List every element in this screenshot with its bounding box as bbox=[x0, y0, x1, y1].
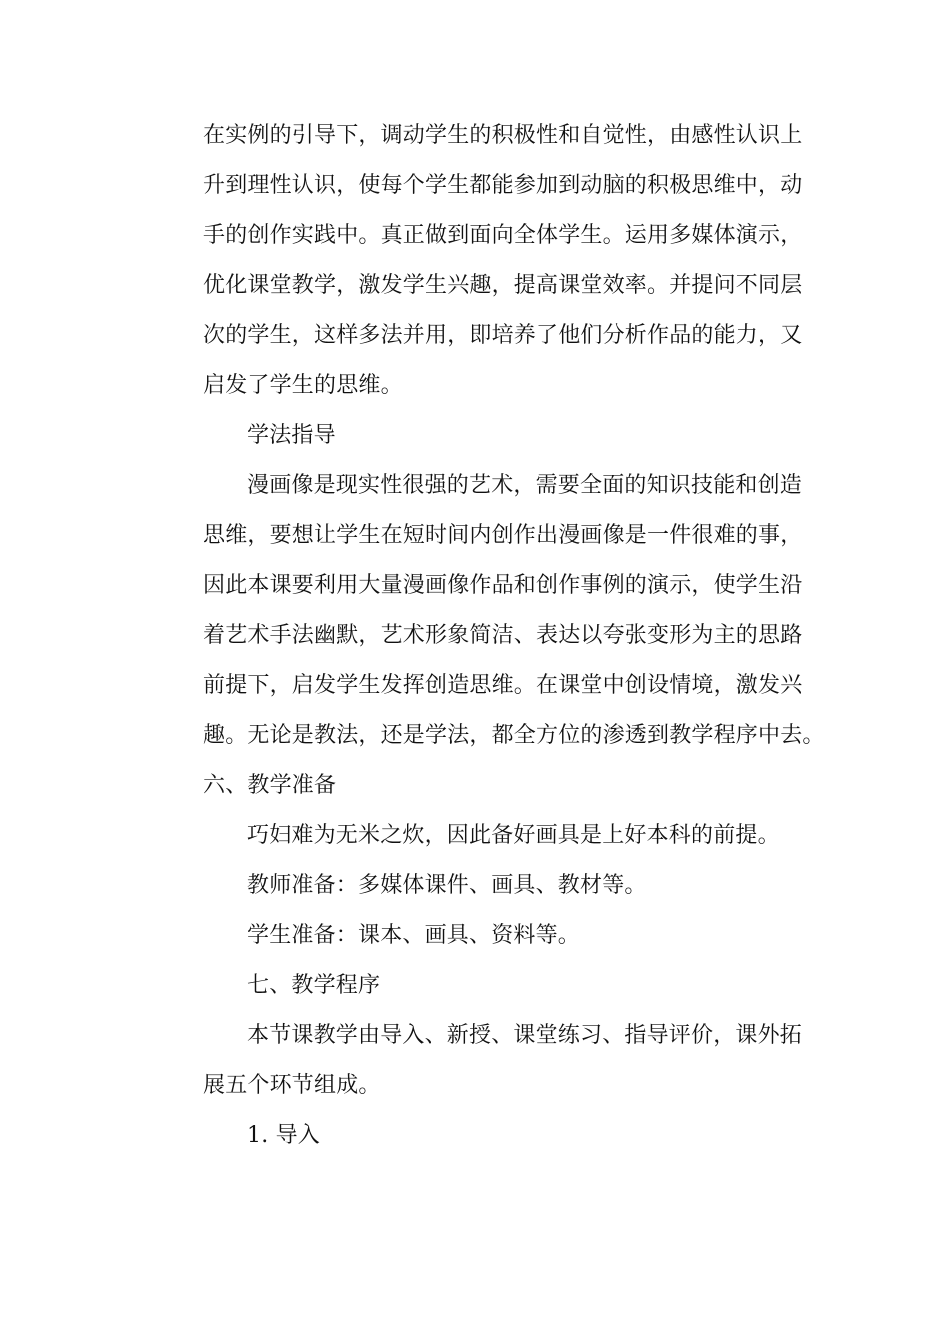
body-line: 启发了学生的思维。 bbox=[203, 373, 403, 398]
body-line: 展五个环节组成。 bbox=[203, 1073, 381, 1098]
body-line: 巧妇难为无米之炊，因此备好画具是上好本科的前提。 bbox=[247, 823, 780, 848]
body-line: 优化课堂教学，激发学生兴趣，提高课堂效率。并提问不同层 bbox=[203, 273, 803, 298]
section-heading: 七、教学程序 bbox=[247, 973, 381, 998]
section-heading: 六、教学准备 bbox=[203, 773, 337, 798]
body-line: 升到理性认识，使每个学生都能参加到动脑的积极思维中，动 bbox=[203, 173, 803, 198]
body-line: 前提下，启发学生发挥创造思维。在课堂中创设情境，激发兴 bbox=[203, 673, 803, 698]
body-line: 学生准备：课本、画具、资料等。 bbox=[247, 923, 581, 948]
body-line: 着艺术手法幽默，艺术形象简洁、表达以夸张变形为主的思路 bbox=[203, 623, 803, 648]
body-line: 因此本课要利用大量漫画像作品和创作事例的演示，使学生沿 bbox=[203, 573, 803, 598]
body-line: 教师准备：多媒体课件、画具、教材等。 bbox=[247, 873, 647, 898]
body-line: 次的学生，这样多法并用，即培养了他们分析作品的能力，又 bbox=[203, 323, 803, 348]
section-heading: 学法指导 bbox=[247, 423, 336, 448]
body-line: 漫画像是现实性很强的艺术，需要全面的知识技能和创造 bbox=[247, 473, 803, 498]
body-line: 本节课教学由导入、新授、课堂练习、指导评价，课外拓 bbox=[247, 1023, 803, 1048]
body-line: 在实例的引导下，调动学生的积极性和自觉性，由感性认识上 bbox=[203, 123, 803, 148]
list-item-heading: 1. 导入 bbox=[247, 1123, 320, 1148]
body-line: 趣。无论是教法，还是学法，都全方位的渗透到教学程序中去。 bbox=[203, 723, 825, 748]
body-line: 手的创作实践中。真正做到面向全体学生。运用多媒体演示， bbox=[203, 223, 803, 248]
body-line: 思维，要想让学生在短时间内创作出漫画像是一件很难的事， bbox=[203, 523, 803, 548]
